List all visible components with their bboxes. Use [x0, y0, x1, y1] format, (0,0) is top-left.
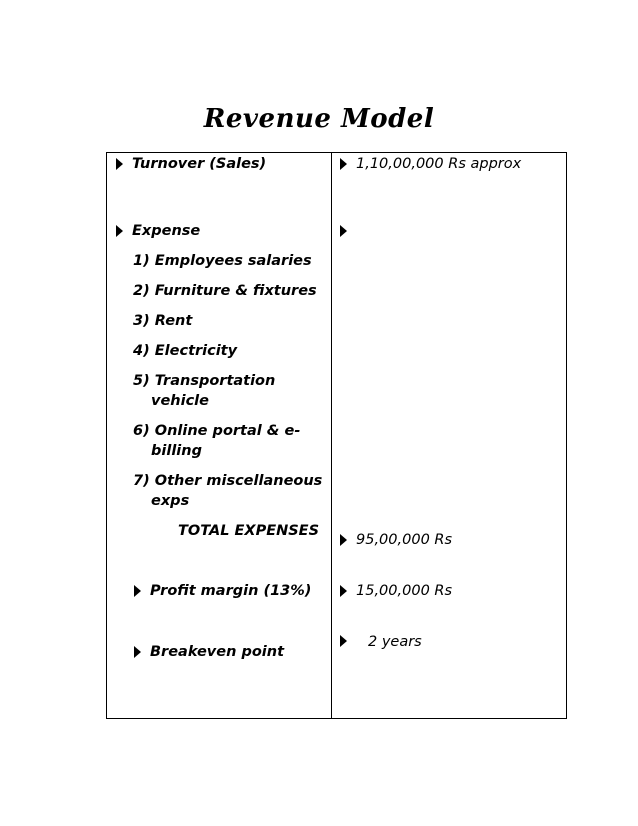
bullet-arrow-icon	[116, 158, 123, 170]
turnover-value: 1,10,00,000 Rs approx	[356, 156, 522, 172]
bullet-arrow-icon	[340, 635, 347, 647]
total-expenses-label: TOTAL EXPENSES	[178, 523, 320, 539]
bullet-arrow-icon	[340, 534, 347, 546]
column-divider	[331, 153, 332, 718]
breakeven-label: Breakeven point	[150, 644, 285, 660]
profit-margin-label: Profit margin (13%)	[150, 583, 312, 599]
expense-item: 6) Online portal & e-	[133, 423, 301, 439]
bullet-arrow-icon	[134, 646, 141, 658]
bullet-arrow-icon	[340, 585, 347, 597]
expense-label: Expense	[132, 223, 201, 239]
expense-item-continued: billing	[151, 443, 202, 459]
expense-item-continued: exps	[151, 493, 190, 509]
expense-item: 3) Rent	[133, 313, 193, 329]
turnover-label: Turnover (Sales)	[132, 156, 267, 172]
profit-value: 15,00,000 Rs	[356, 583, 453, 599]
page-title: Revenue Model	[203, 104, 435, 134]
bullet-arrow-icon	[134, 585, 141, 597]
expense-item: 2) Furniture & fixtures	[133, 283, 317, 299]
bullet-arrow-icon	[340, 158, 347, 170]
bullet-arrow-icon	[116, 225, 123, 237]
bullet-arrow-icon	[340, 225, 347, 237]
total-expenses-value: 95,00,000 Rs	[356, 532, 453, 548]
expense-item: 1) Employees salaries	[133, 253, 312, 269]
expense-item: 5) Transportation	[133, 373, 276, 389]
expense-item-continued: vehicle	[151, 393, 209, 409]
expense-item: 7) Other miscellaneous	[133, 473, 323, 489]
breakeven-value: 2 years	[368, 634, 422, 650]
expense-item: 4) Electricity	[133, 343, 238, 359]
revenue-table	[106, 152, 567, 719]
